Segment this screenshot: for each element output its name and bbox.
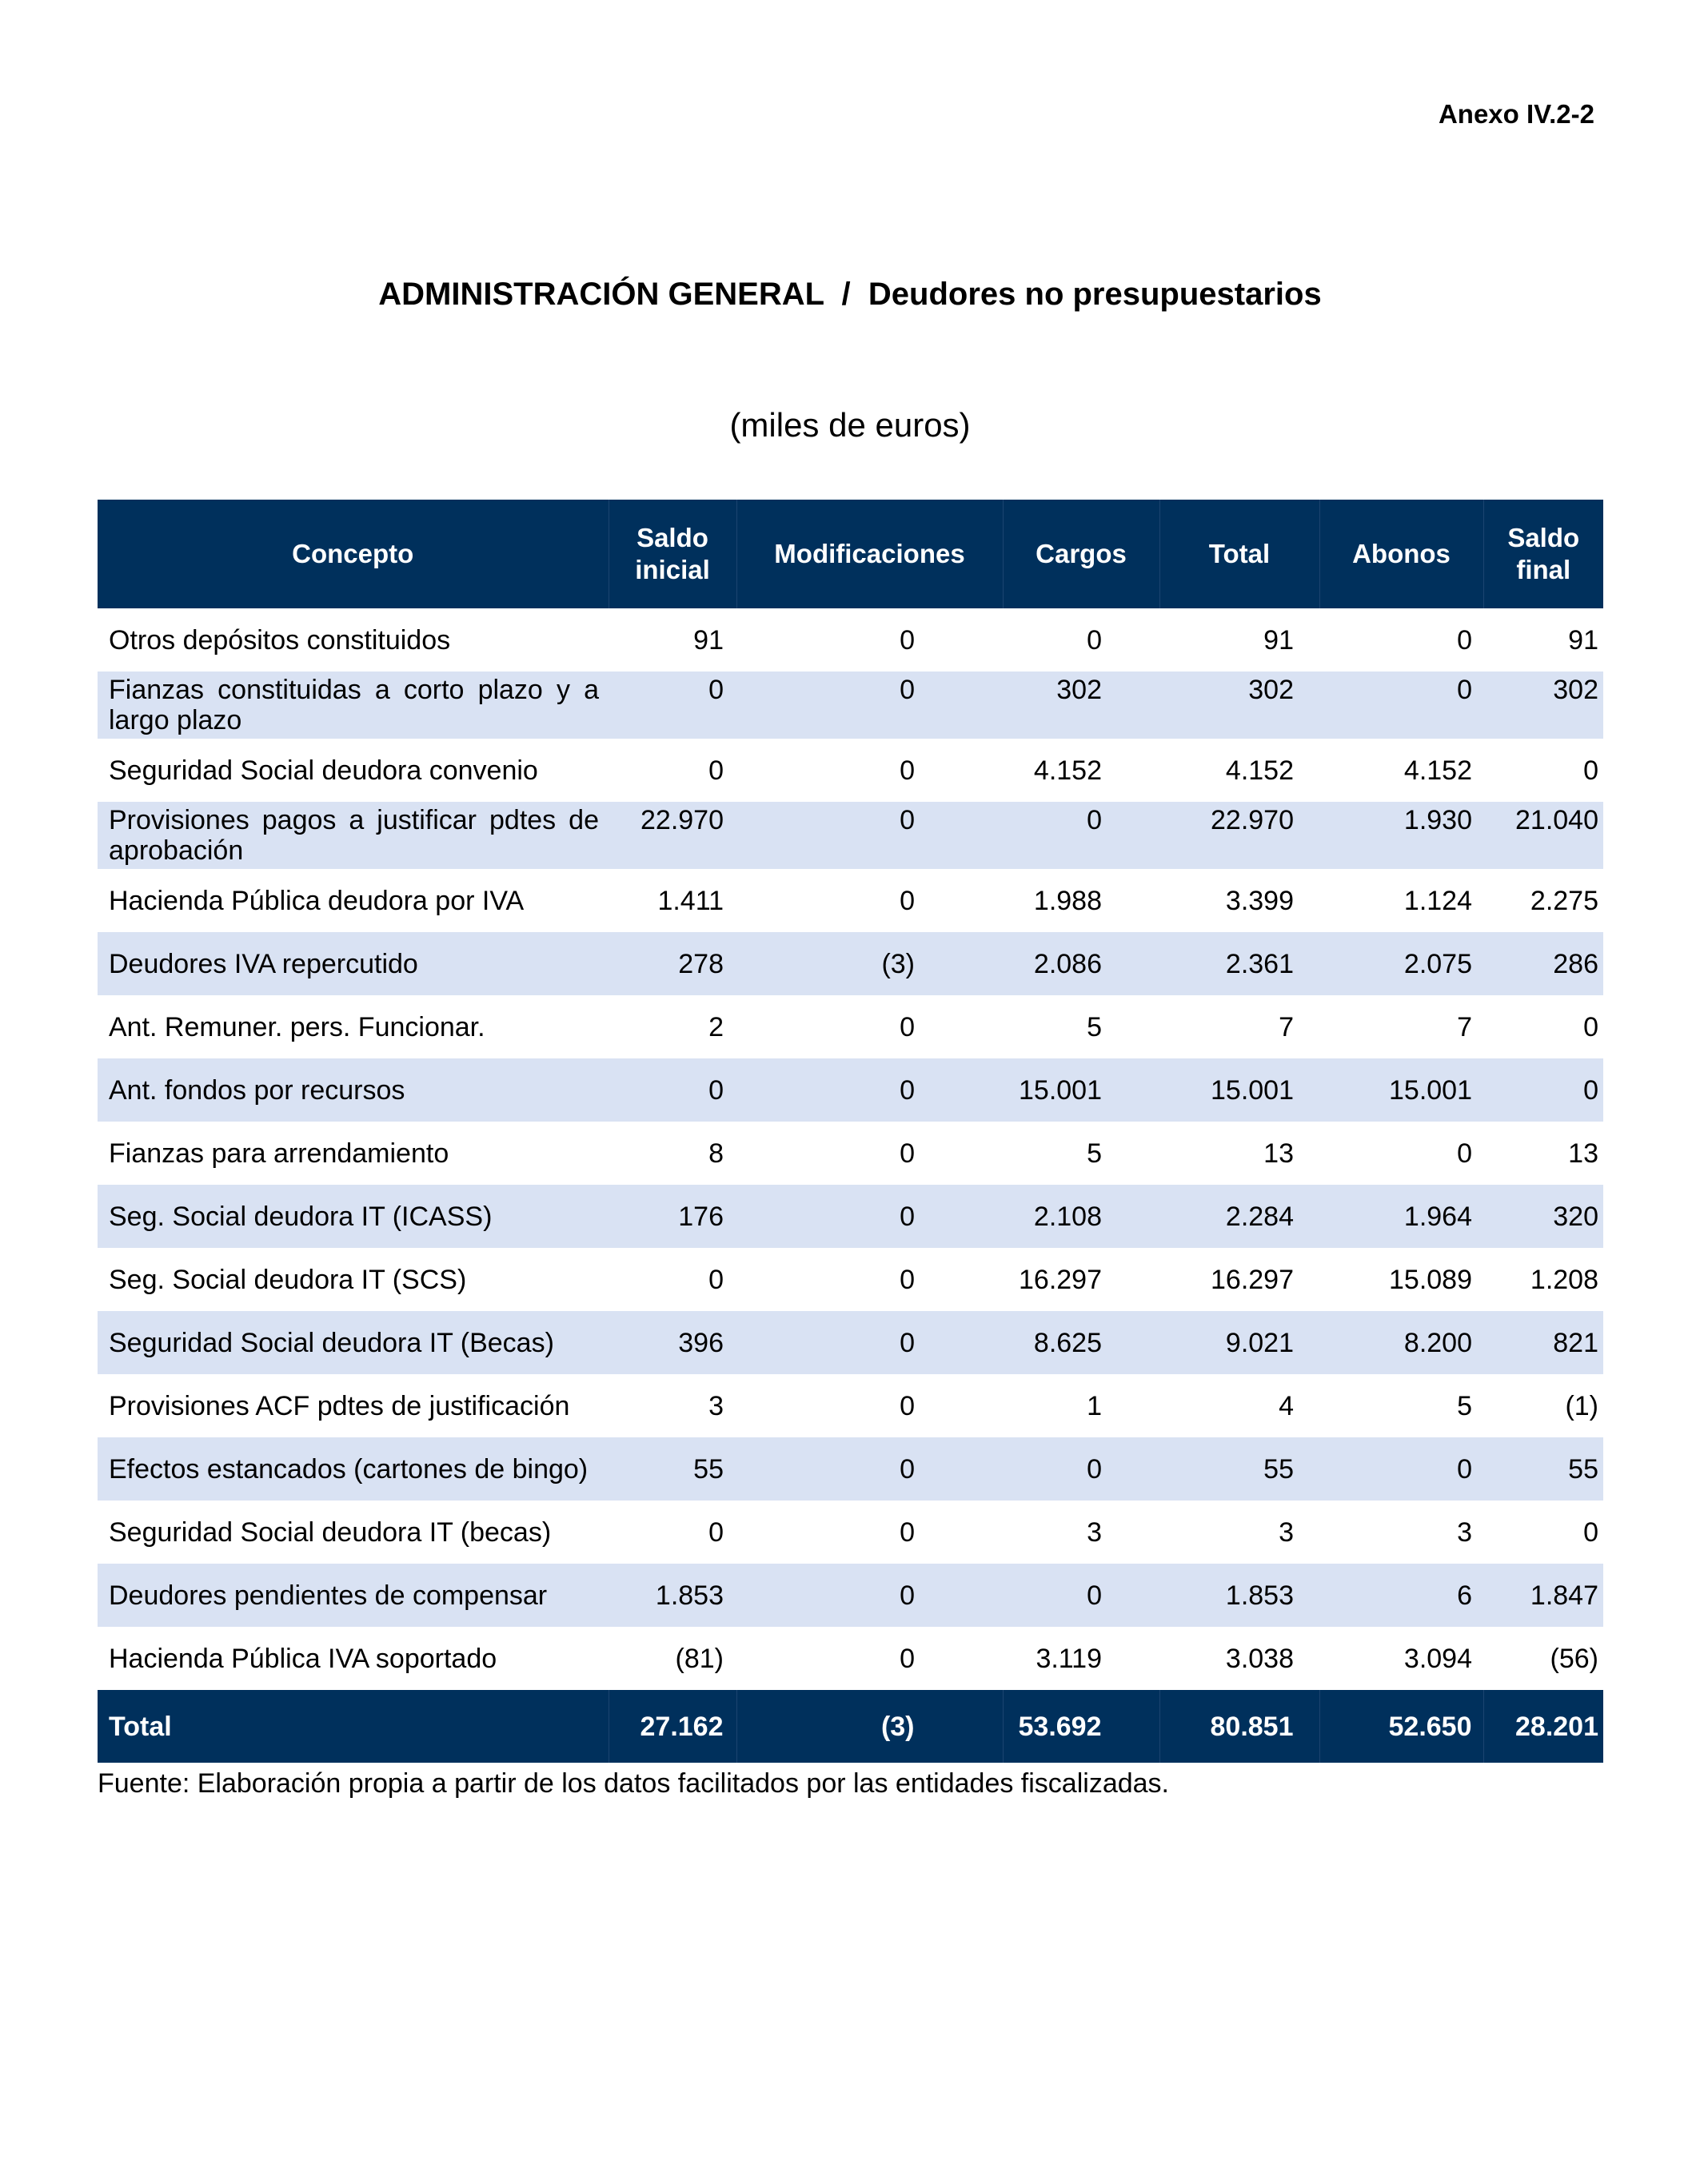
page-title: ADMINISTRACIÓN GENERAL / Deudores no presupuestarios (378, 277, 1322, 312)
cell-saldo-inicial: 1.411 (657, 885, 724, 916)
cell-total: 2.284 (1159, 1185, 1319, 1248)
cell-cargos: 16.297 (1019, 1264, 1102, 1295)
cell-modificaciones: 0 (900, 885, 915, 916)
debtors-table (98, 500, 1603, 1763)
header-cargos: Cargos (1003, 500, 1159, 608)
cell-total: 3 (1279, 1516, 1294, 1548)
table-row (98, 608, 1603, 672)
cell-cargos: 0 (1003, 802, 1159, 869)
cell-saldo-inicial: (81) (675, 1643, 724, 1674)
cell-saldo-final: 0 (1583, 1011, 1598, 1042)
cell-abonos: 6 (1319, 1564, 1483, 1627)
table-row (98, 739, 1603, 802)
cell-concepto: Provisiones pagos a justificar pdtes de aprobación (98, 802, 609, 869)
table-row (98, 1311, 1603, 1374)
cell-modificaciones: 0 (900, 624, 915, 656)
cell-concepto: Fianzas para arrendamiento (109, 1138, 449, 1169)
cell-abonos: 0 (1457, 624, 1472, 656)
cell-modificaciones: 0 (736, 1058, 1003, 1122)
cell-concepto: Ant. fondos por recursos (98, 1058, 609, 1122)
cell-cargos: 8.625 (1003, 1311, 1159, 1374)
cell-cargos: 2.086 (1003, 932, 1159, 995)
header-saldo-inicial: Saldo inicial (609, 500, 736, 608)
cell-saldo-final: 302 (1483, 672, 1603, 739)
cell-total: 1.853 (1159, 1564, 1319, 1627)
header-total: Total (1159, 500, 1319, 608)
cell-saldo-final: 21.040 (1483, 802, 1603, 869)
cell-abonos: 0 (1319, 1437, 1483, 1501)
cell-cargos: 1 (1087, 1390, 1102, 1421)
header-abonos: Abonos (1319, 500, 1483, 608)
cell-abonos: 7 (1457, 1011, 1472, 1042)
cell-saldo-inicial: 27.162 (609, 1690, 736, 1763)
cell-abonos: 15.001 (1319, 1058, 1483, 1122)
cell-modificaciones: 0 (736, 1564, 1003, 1627)
cell-saldo-inicial: 22.970 (609, 802, 736, 869)
cell-total: 22.970 (1159, 802, 1319, 869)
cell-modificaciones: 0 (900, 1516, 915, 1548)
cell-cargos: 4.152 (1033, 755, 1102, 786)
cell-saldo-final: 1.847 (1483, 1564, 1603, 1627)
header-concepto: Concepto (98, 500, 609, 608)
cell-abonos: 15.089 (1389, 1264, 1472, 1295)
cell-saldo-final: 0 (1583, 755, 1598, 786)
cell-concepto: Seguridad Social deudora IT (becas) (109, 1516, 552, 1548)
cell-saldo-inicial: 0 (708, 1516, 724, 1548)
cell-saldo-final: 0 (1483, 1058, 1603, 1122)
cell-modificaciones: 0 (900, 755, 915, 786)
cell-saldo-final: (1) (1565, 1390, 1598, 1421)
cell-modificaciones: 0 (736, 1437, 1003, 1501)
table-row (98, 672, 1603, 739)
table-row (98, 932, 1603, 995)
header-saldo-final: Saldo final (1483, 500, 1603, 608)
cell-abonos: 5 (1457, 1390, 1472, 1421)
cell-modificaciones: 0 (900, 1643, 915, 1674)
cell-saldo-final: 13 (1568, 1138, 1598, 1169)
cell-modificaciones: 0 (736, 1311, 1003, 1374)
cell-modificaciones: 0 (900, 1264, 915, 1295)
cell-saldo-inicial: 1.853 (609, 1564, 736, 1627)
cell-saldo-inicial: 3 (708, 1390, 724, 1421)
cell-concepto: Efectos estancados (cartones de bingo) (98, 1437, 609, 1501)
cell-concepto: Seg. Social deudora IT (SCS) (109, 1264, 467, 1295)
cell-saldo-final: 55 (1483, 1437, 1603, 1501)
cell-cargos: 53.692 (1003, 1690, 1159, 1763)
cell-total: 91 (1263, 624, 1294, 656)
cell-abonos: 8.200 (1319, 1311, 1483, 1374)
cell-saldo-final: 28.201 (1483, 1690, 1603, 1763)
cell-abonos: 2.075 (1319, 932, 1483, 995)
cell-concepto: Hacienda Pública IVA soportado (109, 1643, 497, 1674)
cell-concepto: Seg. Social deudora IT (ICASS) (98, 1185, 609, 1248)
cell-total: 13 (1263, 1138, 1294, 1169)
cell-total: 55 (1159, 1437, 1319, 1501)
cell-concepto: Hacienda Pública deudora por IVA (109, 885, 525, 916)
table-row (98, 802, 1603, 869)
cell-concepto: Deudores IVA repercutido (98, 932, 609, 995)
cell-total: 302 (1159, 672, 1319, 739)
cell-concepto: Fianzas constituidas a corto plazo y a largo plazo (98, 672, 609, 739)
cell-saldo-inicial: 176 (609, 1185, 736, 1248)
cell-abonos: 1.124 (1403, 885, 1472, 916)
cell-saldo-final: 0 (1583, 1516, 1598, 1548)
cell-abonos: 1.930 (1319, 802, 1483, 869)
cell-saldo-inicial: 55 (609, 1437, 736, 1501)
cell-saldo-inicial: 91 (693, 624, 724, 656)
cell-modificaciones: (3) (736, 932, 1003, 995)
cell-cargos: 2.108 (1003, 1185, 1159, 1248)
cell-saldo-final: 1.208 (1530, 1264, 1598, 1295)
cell-concepto: Total (98, 1690, 609, 1763)
table-row (98, 1248, 1603, 1311)
cell-cargos: 0 (1087, 624, 1102, 656)
table-row (98, 869, 1603, 932)
table-row (98, 1564, 1603, 1627)
table-row (98, 1627, 1603, 1690)
cell-cargos: 15.001 (1003, 1058, 1159, 1122)
table-block (98, 500, 1603, 1799)
cell-cargos: 3.119 (1036, 1643, 1102, 1674)
cell-modificaciones: 0 (900, 1011, 915, 1042)
cell-abonos: 4.152 (1403, 755, 1472, 786)
cell-total: 15.001 (1159, 1058, 1319, 1122)
table-row (98, 1374, 1603, 1437)
cell-cargos: 5 (1087, 1138, 1102, 1169)
cell-saldo-inicial: 396 (609, 1311, 736, 1374)
cell-cargos: 1.988 (1033, 885, 1102, 916)
cell-saldo-final: 286 (1483, 932, 1603, 995)
cell-abonos: 52.650 (1319, 1690, 1483, 1763)
cell-total: 80.851 (1159, 1690, 1319, 1763)
cell-saldo-final: 91 (1568, 624, 1598, 656)
cell-concepto: Seguridad Social deudora IT (Becas) (98, 1311, 609, 1374)
cell-total: 7 (1279, 1011, 1294, 1042)
cell-cargos: 5 (1087, 1011, 1102, 1042)
table-header-row (98, 500, 1603, 608)
cell-saldo-final: 821 (1483, 1311, 1603, 1374)
cell-total: 3.399 (1225, 885, 1294, 916)
cell-concepto: Ant. Remuner. pers. Funcionar. (109, 1011, 485, 1042)
table-row (98, 1437, 1603, 1501)
cell-cargos: 0 (1003, 1564, 1159, 1627)
cell-total: 16.297 (1211, 1264, 1294, 1295)
cell-total: 9.021 (1159, 1311, 1319, 1374)
cell-cargos: 3 (1087, 1516, 1102, 1548)
cell-total: 4.152 (1225, 755, 1294, 786)
total-row (98, 1690, 1603, 1763)
cell-saldo-final: (56) (1550, 1643, 1598, 1674)
cell-total: 3.038 (1225, 1643, 1294, 1674)
cell-saldo-inicial: 8 (708, 1138, 724, 1169)
source-note: Fuente: Elaboración propia a partir de los datos facilitados por las entidades fiscalizadas. (98, 1768, 1169, 1799)
table-row (98, 1501, 1603, 1564)
table-row (98, 1058, 1603, 1122)
header-modificaciones: Modificaciones (736, 500, 1003, 608)
cell-abonos: 0 (1457, 1138, 1472, 1169)
cell-concepto: Deudores pendientes de compensar (98, 1564, 609, 1627)
units-subtitle: (miles de euros) (729, 406, 971, 444)
cell-saldo-inicial: 0 (609, 1058, 736, 1122)
cell-abonos: 3.094 (1403, 1643, 1472, 1674)
cell-modificaciones: 0 (900, 1390, 915, 1421)
cell-saldo-final: 2.275 (1530, 885, 1598, 916)
cell-saldo-inicial: 0 (708, 1264, 724, 1295)
cell-saldo-inicial: 0 (609, 672, 736, 739)
cell-abonos: 0 (1319, 672, 1483, 739)
cell-saldo-inicial: 2 (708, 1011, 724, 1042)
cell-modificaciones: (3) (736, 1690, 1003, 1763)
cell-modificaciones: 0 (736, 1185, 1003, 1248)
table-row (98, 1122, 1603, 1185)
cell-concepto: Seguridad Social deudora convenio (109, 755, 538, 786)
cell-modificaciones: 0 (900, 1138, 915, 1169)
cell-modificaciones: 0 (736, 672, 1003, 739)
cell-abonos: 3 (1457, 1516, 1472, 1548)
cell-saldo-inicial: 278 (609, 932, 736, 995)
annex-label: Anexo IV.2-2 (1438, 99, 1594, 129)
cell-abonos: 1.964 (1319, 1185, 1483, 1248)
cell-saldo-inicial: 0 (708, 755, 724, 786)
cell-total: 2.361 (1159, 932, 1319, 995)
table-row (98, 995, 1603, 1058)
cell-modificaciones: 0 (736, 802, 1003, 869)
table-row (98, 1185, 1603, 1248)
cell-total: 4 (1279, 1390, 1294, 1421)
cell-saldo-final: 320 (1483, 1185, 1603, 1248)
cell-concepto: Otros depósitos constituidos (109, 624, 451, 656)
cell-cargos: 0 (1003, 1437, 1159, 1501)
cell-concepto: Provisiones ACF pdtes de justificación (109, 1390, 570, 1421)
cell-cargos: 302 (1003, 672, 1159, 739)
